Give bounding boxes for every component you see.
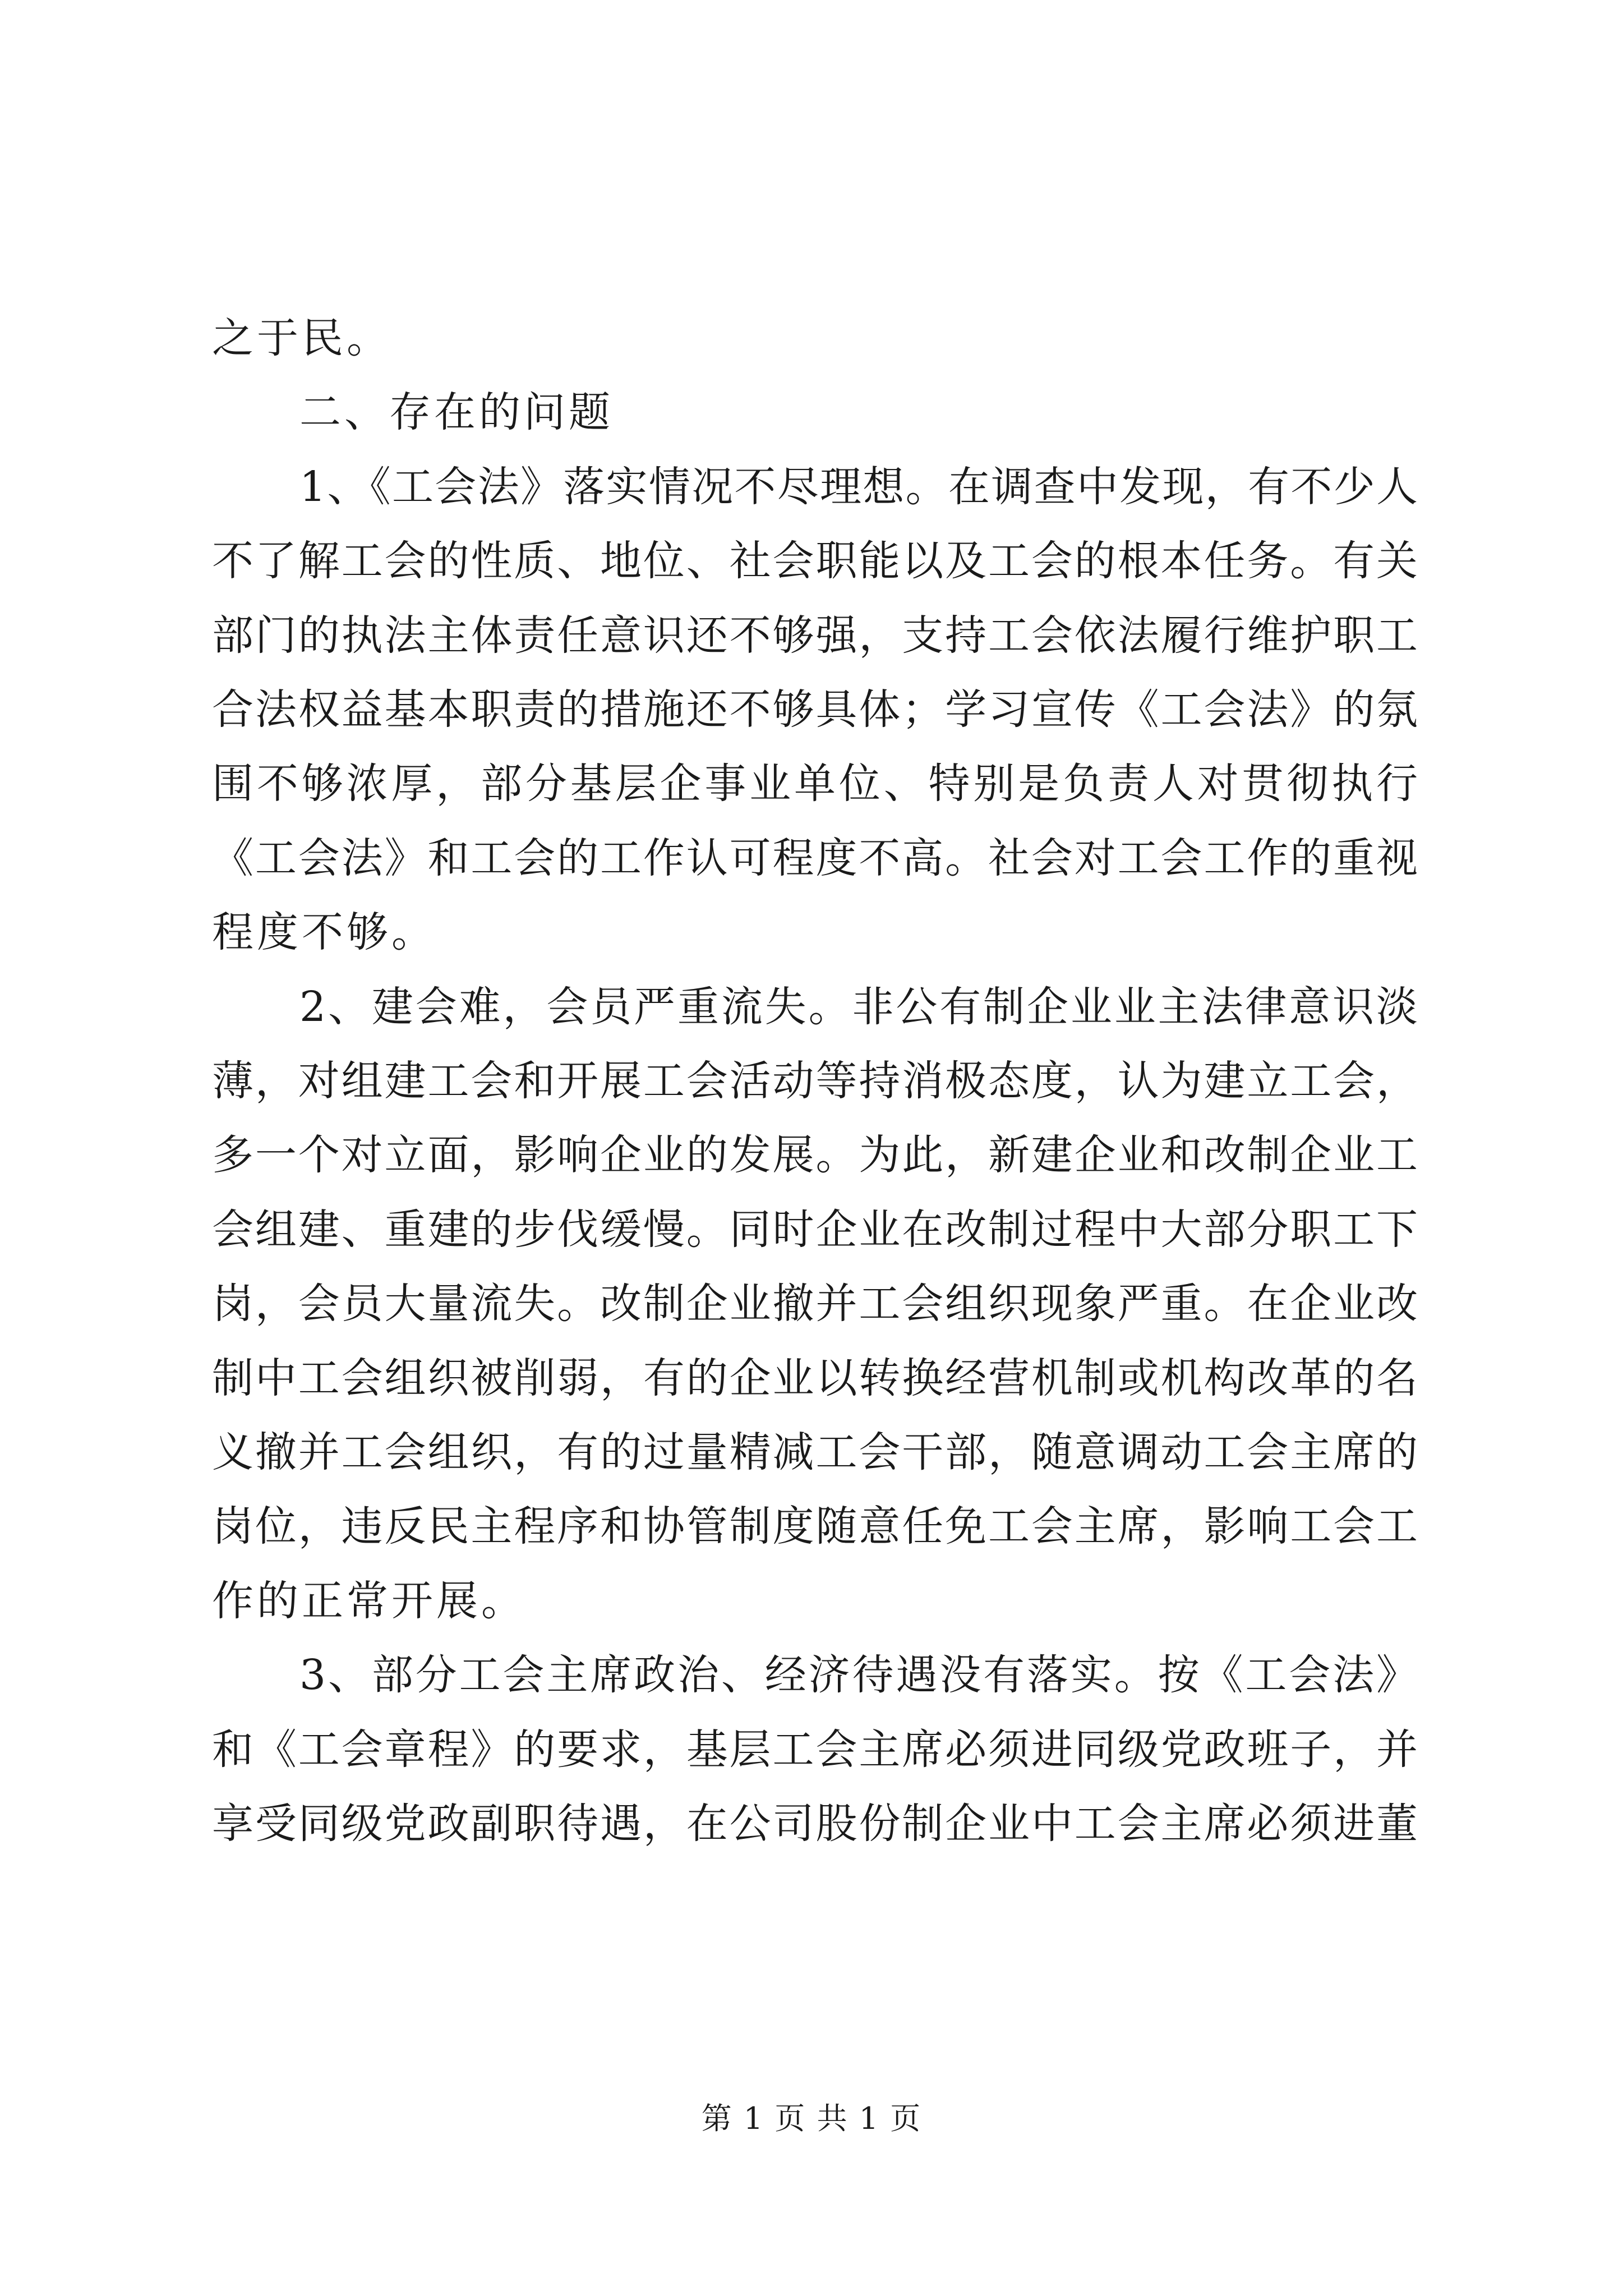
paragraph-3-line-3: 享受同级党政副职待遇，在公司股份制企业中工会主席必须进董 bbox=[212, 1800, 1418, 1848]
paragraph-2-line-5: 岗，会员大量流失。改制企业撤并工会组织现象严重。在企业改 bbox=[212, 1280, 1418, 1328]
paragraph-2-line-8: 岗位，违反民主程序和协管制度随意任免工会主席，影响工会工 bbox=[212, 1502, 1418, 1550]
page-footer: 第 1 页 共 1 页 bbox=[701, 2101, 922, 2136]
paragraph-1-line-4: 合法权益基本职责的措施还不够具体；学习宣传《工会法》的氛 bbox=[212, 685, 1418, 734]
paragraph-2-line-4: 会组建、重建的步伐缓慢。同时企业在改制过程中大部分职工下 bbox=[212, 1205, 1418, 1254]
paragraph-2-line-1: 2、建会难，会员严重流失。非公有制企业业主法律意识淡 bbox=[299, 983, 1418, 1031]
paragraph-1-line-5: 围不够浓厚，部分基层企事业单位、特别是负责人对贯彻执行 bbox=[212, 760, 1418, 808]
paragraph-1-line-2: 不了解工会的性质、地位、社会职能以及工会的根本任务。有关 bbox=[212, 537, 1418, 585]
paragraph-2-line-6: 制中工会组织被削弱，有的企业以转换经营机制或机构改革的名 bbox=[212, 1354, 1418, 1402]
paragraph-2-line-2: 薄，对组建工会和开展工会活动等持消极态度，认为建立工会， bbox=[212, 1057, 1418, 1105]
section-heading: 二、存在的问题 bbox=[299, 388, 614, 436]
paragraph-1-line-1: 1、《工会法》落实情况不尽理想。在调查中发现，有不少人 bbox=[299, 463, 1418, 511]
paragraph-3-line-1: 3、部分工会主席政治、经济待遇没有落实。按《工会法》 bbox=[299, 1651, 1418, 1699]
paragraph-1-line-6: 《工会法》和工会的工作认可程度不高。社会对工会工作的重视 bbox=[212, 834, 1418, 882]
paragraph-3-line-2: 和《工会章程》的要求，基层工会主席必须进同级党政班子，并 bbox=[212, 1726, 1418, 1774]
paragraph-2-line-3: 多一个对立面，影响企业的发展。为此，新建企业和改制企业工 bbox=[212, 1131, 1418, 1179]
paragraph-1-line-3: 部门的执法主体责任意识还不够强，支持工会依法履行维护职工 bbox=[212, 611, 1418, 660]
paragraph-2-line-7: 义撤并工会组织，有的过量精减工会干部，随意调动工会主席的 bbox=[212, 1428, 1418, 1476]
paragraph-2-line-9: 作的正常开展。 bbox=[212, 1577, 526, 1625]
text-line: 之于民。 bbox=[212, 314, 391, 362]
paragraph-1-line-7: 程度不够。 bbox=[212, 908, 436, 956]
